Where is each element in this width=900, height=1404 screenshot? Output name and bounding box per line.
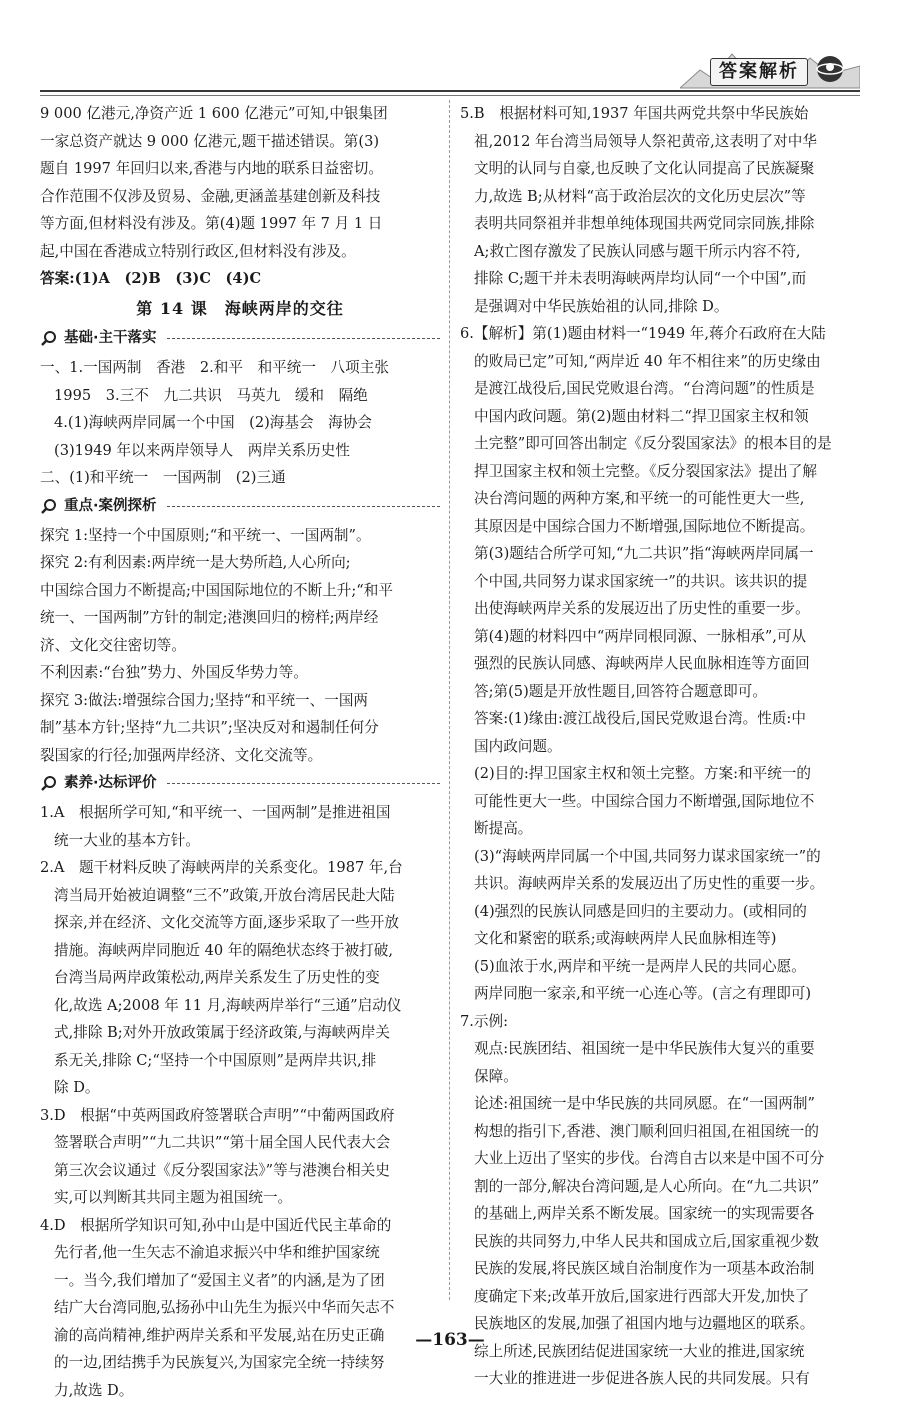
text-line: 结广大台湾同胞,弘扬孙中山先生为振兴中华而矢志不: [40, 1294, 440, 1322]
intro-paragraph: [40, 100, 440, 293]
text-line: 式,排除 B;对外开放政策属于经济政策,与海峡两岸关: [40, 1019, 440, 1047]
text-line: 5.B 根据材料可知,1937 年国共两党共祭中华民族始: [460, 100, 862, 128]
section-header-case-study: [40, 494, 440, 520]
section-rule: [167, 506, 440, 508]
text-line: 其原因是中国综合国力不断增强,国际地位不断提高。: [460, 513, 862, 541]
text-line: 的基础上,两岸关系不断发展。国家统一的实现需要各: [460, 1200, 862, 1228]
text-line: 合作范围不仅涉及贸易、金融,更涵盖基建创新及科技: [40, 183, 440, 211]
text-line: 综上所述,民族团结促进国家统一大业的推进,国家统: [460, 1338, 862, 1366]
text-line: 第三次会议通过《反分裂国家法》”等与港澳台相关史: [40, 1157, 440, 1185]
section-rule: [167, 338, 440, 340]
text-line: (3)“海峡两岸同属一个中国,共同努力谋求国家统一”的: [460, 843, 862, 871]
basics-answers: [40, 354, 440, 492]
text-line: 起,中国在香港成立特别行政区,但材料没有涉及。: [40, 238, 440, 266]
text-line: 割的一部分,解决台湾问题,是人心所向。在“九二共识”: [460, 1173, 862, 1201]
text-line: 答;第(5)题是开放性题目,回答符合题意即可。: [460, 678, 862, 706]
text-line: 观点:民族团结、祖国统一是中华民族伟大复兴的重要: [460, 1035, 862, 1063]
lesson-title: 第 14 课 海峡两岸的交往: [40, 295, 440, 323]
column-divider: [449, 100, 450, 1300]
text-line: 9 000 亿港元,净资产近 1 600 亿港元”可知,中银集团: [40, 100, 440, 128]
section-header-evaluation: [40, 771, 440, 797]
text-line: 祖,2012 年台湾当局领导人祭祀黄帝,这表明了对中华: [460, 128, 862, 156]
text-line: 探亲,并在经济、文化交流等方面,逐步采取了一些开放: [40, 909, 440, 937]
text-line: 一、1.一国两制 香港 2.和平 和平统一 八项主张: [40, 354, 440, 382]
text-line: 一大业的推进进一步促进各族人民的共同发展。只有: [460, 1365, 862, 1393]
text-line: 国内政问题。: [460, 733, 862, 761]
text-line: 土完整”即可回答出制定《反分裂国家法》的根本目的是: [460, 430, 862, 458]
text-line: 7.示例:: [460, 1008, 862, 1036]
text-line: 两岸同胞一家亲,和平统一心连心等。(言之有理即可): [460, 980, 862, 1008]
text-line: 的一边,团结携手为民族复兴,为国家完全统一持续努: [40, 1349, 440, 1377]
text-line: 二、(1)和平统一 一国两制 (2)三通: [40, 464, 440, 492]
text-line: 共识。海峡两岸关系的发展迈出了历史性的重要一步。: [460, 870, 862, 898]
text-line: 答案:(1)缘由:渡江战役后,国民党败退台湾。性质:中: [460, 705, 862, 733]
text-line: 2.A 题干材料反映了海峡两岸的关系变化。1987 年,台: [40, 854, 440, 882]
section-title: 基础·主干落实: [64, 325, 157, 353]
text-line: 个中国,共同努力谋求国家统一”的共识。该共识的提: [460, 568, 862, 596]
text-line: 制”基本方针;坚持“九二共识”;坚决反对和遏制任何分: [40, 714, 440, 742]
header-rule-thin: [40, 95, 860, 96]
text-line: (4)强烈的民族认同感是回归的主要动力。(或相同的: [460, 898, 862, 926]
text-line: 4.(1)海峡两岸同属一个中国 (2)海基会 海协会: [40, 409, 440, 437]
text-line: 签署联合声明”“九二共识”“第十届全国人民代表大会: [40, 1129, 440, 1157]
text-line: 大业上迈出了坚实的步伐。台湾自古以来是中国不可分: [460, 1145, 862, 1173]
text-line: 系无关,排除 C;“坚持一个中国原则”是两岸共识,排: [40, 1047, 440, 1075]
text-line: 构想的指引下,香港、澳门顺利回归祖国,在祖国统一的: [460, 1118, 862, 1146]
header-rule: [40, 90, 860, 92]
text-line: 不利因素:“台独”势力、外国反华势力等。: [40, 659, 440, 687]
text-line: 排除 C;题干并未表明海峡两岸均认同“一个中国”,而: [460, 265, 862, 293]
text-line: 的败局已定”可知,“两岸近 40 年不相往来”的历史缘由: [460, 348, 862, 376]
section-rule: [167, 783, 440, 785]
magnifier-icon: [40, 330, 58, 348]
text-line: 探究 3:做法:增强综合国力;坚持“和平统一、一国两: [40, 687, 440, 715]
text-line: 断提高。: [460, 815, 862, 843]
text-line: 实,可以判断其共同主题为祖国统一。: [40, 1184, 440, 1212]
text-line: 中国内政问题。第(2)题由材料二“捍卫国家主权和领: [460, 403, 862, 431]
text-line: 第(3)题结合所学可知,“九二共识”指“海峡两岸同属一: [460, 540, 862, 568]
text-line: 可能性更大一些。中国综合国力不断增强,国际地位不: [460, 788, 862, 816]
text-line: 捍卫国家主权和领土完整。《反分裂国家法》提出了解: [460, 458, 862, 486]
text-line: 先行者,他一生矢志不渝追求振兴中华和维护国家统: [40, 1239, 440, 1267]
text-line: 保障。: [460, 1063, 862, 1091]
text-line: 决台湾问题的两种方案,和平统一的可能性更大一些,: [460, 485, 862, 513]
text-line: 一。当今,我们增加了“爱国主义者”的内涵,是为了团: [40, 1267, 440, 1295]
text-line: 等方面,但材料没有涉及。第(4)题 1997 年 7 月 1 日: [40, 210, 440, 238]
text-line: (3)1949 年以来两岸领导人 两岸关系历史性: [40, 437, 440, 465]
evaluation-answers: [40, 799, 440, 1404]
text-line: 措施。海峡两岸同胞近 40 年的隔绝状态终于被打破,: [40, 937, 440, 965]
intro-answer: 答案:(1)A (2)B (3)C (4)C: [40, 265, 440, 293]
case-study-answers: [40, 522, 440, 770]
text-line: 民族地区的发展,加强了祖国内地与边疆地区的联系。: [460, 1310, 862, 1338]
magnifier-icon: [40, 498, 58, 516]
section-header-basics: [40, 326, 440, 352]
text-line: 题自 1997 年回归以来,香港与内地的联系日益密切。: [40, 155, 440, 183]
left-column: [40, 100, 440, 1404]
text-line: 力,故选 D。: [40, 1377, 440, 1404]
text-line: 济、文化交往密切等。: [40, 632, 440, 660]
text-line: 度确定下来;改革开放后,国家进行西部大开发,加快了: [460, 1283, 862, 1311]
text-line: 民族的发展,将民族区域自治制度作为一项基本政治制: [460, 1255, 862, 1283]
text-line: 湾当局开始被迫调整“三不”政策,开放台湾居民赴大陆: [40, 882, 440, 910]
text-line: 裂国家的行径;加强两岸经济、文化交流等。: [40, 742, 440, 770]
text-line: 渝的高尚精神,维护两岸关系和平发展,站在历史正确: [40, 1322, 440, 1350]
text-line: 台湾当局两岸政策松动,两岸关系发生了历史性的变: [40, 964, 440, 992]
text-line: 民族的共同努力,中华人民共和国成立后,国家重视少数: [460, 1228, 862, 1256]
text-line: 探究 2:有利因素:两岸统一是大势所趋,人心所向;: [40, 549, 440, 577]
text-line: 统一大业的基本方针。: [40, 827, 440, 855]
section-title: 素养·达标评价: [64, 770, 157, 798]
text-line: 3.D 根据“中英两国政府签署联合声明”“中葡两国政府: [40, 1102, 440, 1130]
text-line: (2)目的:捍卫国家主权和领土完整。方案:和平统一的: [460, 760, 862, 788]
text-line: 文化和紧密的联系;或海峡两岸人民血脉相连等): [460, 925, 862, 953]
text-line: 出使海峡两岸关系的发展迈出了历史性的重要一步。: [460, 595, 862, 623]
text-line: 一家总资产就达 9 000 亿港元,题干描述错误。第(3): [40, 128, 440, 156]
text-line: 力,故选 B;从材料“高于政治层次的文化历史层次”等: [460, 183, 862, 211]
text-line: 文明的认同与自豪,也反映了文化认同提高了民族凝聚: [460, 155, 862, 183]
magnifier-icon: [40, 775, 58, 793]
text-line: 表明共同祭祖并非想单纯体现国共两党同宗同族,排除: [460, 210, 862, 238]
answer-analysis-brand: 答案解析: [710, 58, 808, 86]
text-line: 化,故选 A;2008 年 11 月,海峡两岸举行“三通”启动仪: [40, 992, 440, 1020]
text-line: 除 D。: [40, 1074, 440, 1102]
text-line: 6.【解析】第(1)题由材料一“1949 年,蒋介石政府在大陆: [460, 320, 862, 348]
text-line: 1995 3.三不 九二共识 马英九 缓和 隔绝: [40, 382, 440, 410]
text-line: 统一、一国两制”方针的制定;港澳回归的榜样;两岸经: [40, 604, 440, 632]
text-line: 4.D 根据所学知识可知,孙中山是中国近代民主革命的: [40, 1212, 440, 1240]
text-line: 是渡江战役后,国民党败退台湾。“台湾问题”的性质是: [460, 375, 862, 403]
text-line: (5)血浓于水,两岸和平统一是两岸人民的共同心愿。: [460, 953, 862, 981]
page-number: —163—: [0, 1330, 900, 1350]
globe-logo-icon: [815, 54, 845, 84]
text-line: 是强调对中华民族始祖的认同,排除 D。: [460, 293, 862, 321]
text-line: 论述:祖国统一是中华民族的共同夙愿。在“一国两制”: [460, 1090, 862, 1118]
right-column: [460, 100, 862, 1393]
text-line: 强烈的民族认同感、海峡两岸人民血脉相连等方面回: [460, 650, 862, 678]
text-line: A;救亡图存激发了民族认同感与题干所示内容不符,: [460, 238, 862, 266]
text-line: 1.A 根据所学可知,“和平统一、一国两制”是推进祖国: [40, 799, 440, 827]
section-title: 重点·案例探析: [64, 493, 157, 521]
text-line: 第(4)题的材料四中“两岸同根同源、一脉相承”,可从: [460, 623, 862, 651]
text-line: 探究 1:坚持一个中国原则;“和平统一、一国两制”。: [40, 522, 440, 550]
text-line: 中国综合国力不断提高;中国国际地位的不断上升;“和平: [40, 577, 440, 605]
